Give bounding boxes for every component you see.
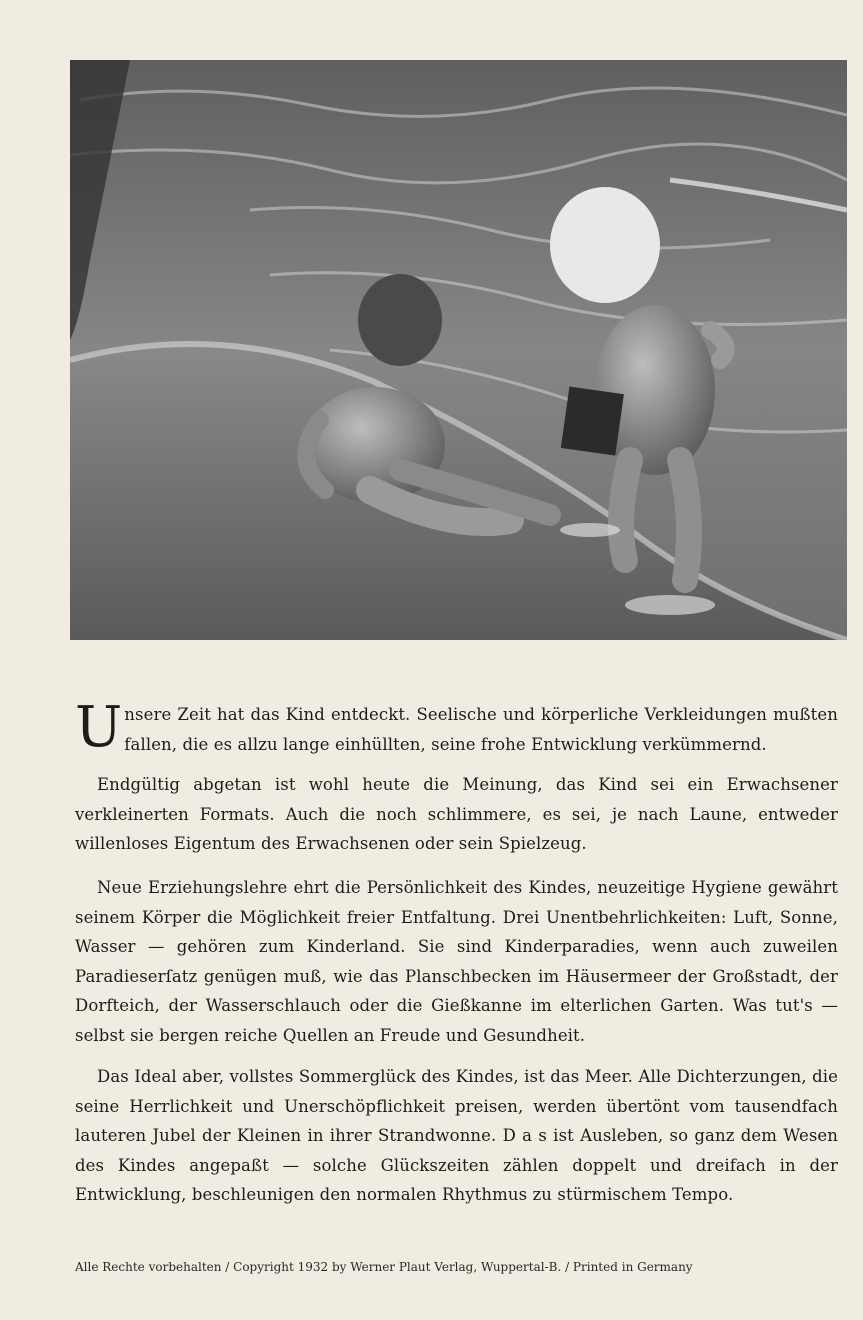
paragraph-4 [75,1062,838,1210]
paragraph-text: Neue Erziehungslehre ehrt die Persönlichkeit des Kindes, neuzeitige Hygiene gewährt seinem Körper die Möglichkeit freier Entfaltung. Drei Unentbehrlichkeiten: Luft, Sonne, Wasser — gehören zum Kinderland. Sie sind Kinderparadies, wenn auch zuweilen Paradieserſatz genügen muß, wie das Planschbecken im Häusermeer der Großstadt, der Dorfteich, der Wasserschlauch oder die Gießkanne im elterlichen Garten. Was tut's — selbst sie bergen reiche Quellen an Freude und Gesundheit. [75,878,838,1045]
paragraph-3 [75,873,838,1050]
drop-cap: U [75,695,123,760]
beach-photograph [70,60,847,640]
paragraph-text: Endgültig abgetan ist wohl heute die Meinung, das Kind sei ein Erwachsener verkleinerten Formats. Auch die noch schlimmere, es sei, je nach Laune, entweder willenloses Eigentum des Erwachsenen oder sein Spielzeug. [75,775,838,853]
paragraph-text: Das Ideal aber, vollstes Sommerglück des Kindes, ist das Meer. Alle Dichterzungen, die seine Herrlichkeit und Unerschöpflichkeit preisen, werden übertönt vom tausendfach lauteren Jubel der Kleinen in ihrer Strandwonne. D a s ist Ausleben, so ganz dem Wesen des Kindes angepaßt — solche Glückszeiten zählen doppelt und dreifach in der Entwicklung, beschleunigen den normalen Rhythmus zu stürmischem Tempo. [75,1067,838,1204]
paragraph-1 [75,695,838,760]
copyright-footer: Alle Rechte vorbehalten / Copyright 1932 by Werner Plaut Verlag, Wuppertal-B. / Printed in Germany [75,1260,693,1274]
paragraph-text: nsere Zeit hat das Kind entdeckt. Seelische und körperliche Verkleidungen mußten fallen, die es allzu lange einhüllten, seine frohe Entwicklung verkümmernd. [124,705,838,754]
paragraph-2 [75,770,838,859]
